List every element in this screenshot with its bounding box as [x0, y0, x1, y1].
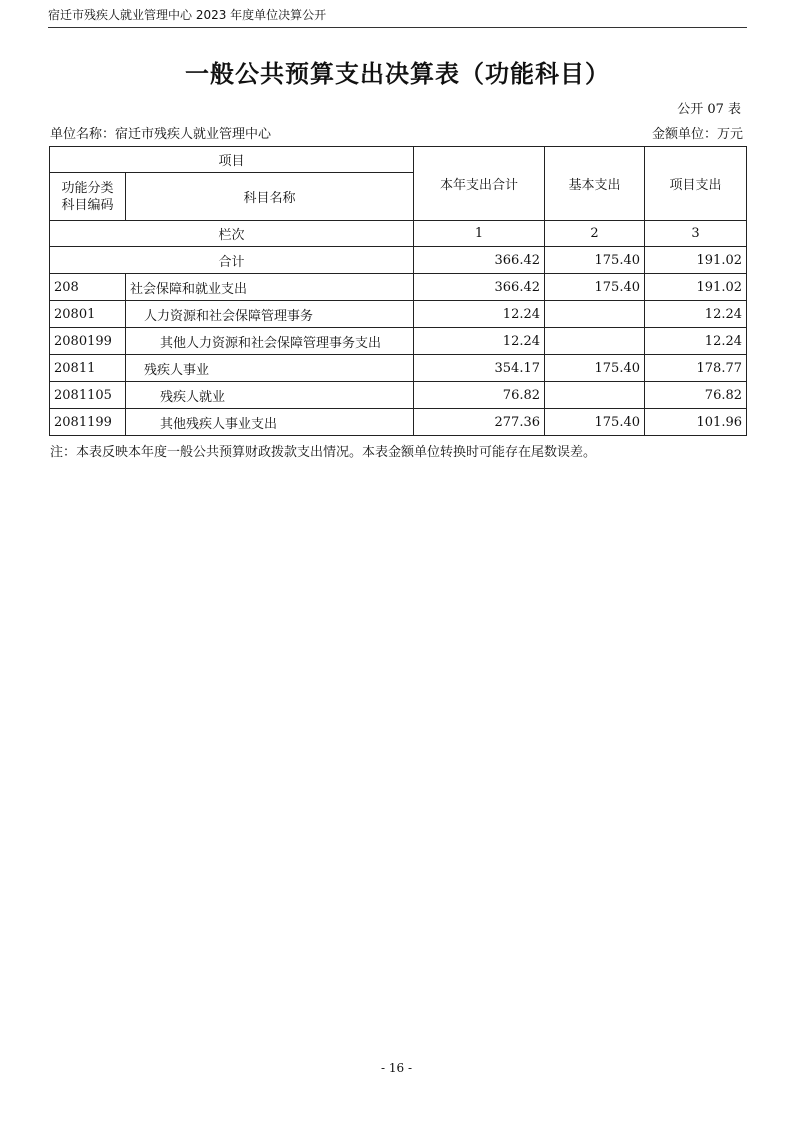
column-number-row: [50, 221, 747, 247]
amount-unit-label: 金额单位：万元: [651, 127, 743, 142]
row-col1: 12.24: [414, 328, 545, 355]
table-row: [50, 382, 747, 409]
header-col1: 本年支出合计: [414, 147, 545, 221]
table-row: [50, 301, 747, 328]
row-col1: 354.17: [414, 355, 545, 382]
row-name: 其他残疾人事业支出: [126, 409, 414, 436]
header-row-top: [50, 147, 747, 173]
row-col3: 101.96: [645, 409, 747, 436]
row-name: 其他人力资源和社会保障管理事务支出: [126, 328, 414, 355]
total-col1: 366.42: [414, 247, 545, 274]
row-col3: 76.82: [645, 382, 747, 409]
table-row: [50, 355, 747, 382]
row-code: 2080199: [50, 328, 126, 355]
row-col2: 175.40: [545, 409, 645, 436]
header-code-line2: 科目编码: [61, 197, 114, 213]
table-row: [50, 274, 747, 301]
header-subject-name: 科目名称: [126, 173, 414, 221]
row-code: 208: [50, 274, 126, 301]
row-name: 人力资源和社会保障管理事务: [126, 301, 414, 328]
table-row: [50, 409, 747, 436]
row-col1: 12.24: [414, 301, 545, 328]
row-col1: 366.42: [414, 274, 545, 301]
column-number-3: 3: [645, 221, 747, 247]
column-number-1: 1: [414, 221, 545, 247]
row-col2: 175.40: [545, 274, 645, 301]
expenditure-table: [49, 146, 747, 436]
row-col3: 12.24: [645, 301, 747, 328]
row-name: 残疾人事业: [126, 355, 414, 382]
total-label: 合计: [50, 247, 414, 274]
row-col2: 175.40: [545, 355, 645, 382]
row-code: 2081199: [50, 409, 126, 436]
page-title: 一般公共预算支出决算表（功能科目）: [185, 60, 610, 88]
table-code: 公开 07 表: [677, 102, 741, 117]
page-number: - 16 -: [380, 1061, 412, 1075]
row-col3: 12.24: [645, 328, 747, 355]
row-name: 社会保障和就业支出: [126, 274, 414, 301]
table-note: 注：本表反映本年度一般公共预算财政拨款支出情况。本表金额单位转换时可能存在尾数误差。: [50, 445, 597, 460]
total-col3: 191.02: [645, 247, 747, 274]
row-code: 20811: [50, 355, 126, 382]
running-header: 宿迁市残疾人就业管理中心 2023 年度单位决算公开: [48, 8, 747, 28]
header-col2: 基本支出: [545, 147, 645, 221]
unit-name-label: 单位名称：宿迁市残疾人就业管理中心: [50, 127, 272, 142]
row-col3: 191.02: [645, 274, 747, 301]
row-col2: [545, 382, 645, 409]
row-col2: [545, 328, 645, 355]
row-col2: [545, 301, 645, 328]
header-code: [50, 173, 126, 221]
row-code: 20801: [50, 301, 126, 328]
header-item: 项目: [50, 147, 414, 173]
total-col2: 175.40: [545, 247, 645, 274]
row-col1: 76.82: [414, 382, 545, 409]
table-row: [50, 328, 747, 355]
header-col3: 项目支出: [645, 147, 747, 221]
row-name: 残疾人就业: [126, 382, 414, 409]
row-col1: 277.36: [414, 409, 545, 436]
row-col3: 178.77: [645, 355, 747, 382]
total-row: [50, 247, 747, 274]
unit-info-row: [50, 123, 743, 142]
column-row-label: 栏次: [50, 221, 414, 247]
column-number-2: 2: [545, 221, 645, 247]
row-code: 2081105: [50, 382, 126, 409]
header-code-line1: 功能分类: [61, 180, 114, 196]
